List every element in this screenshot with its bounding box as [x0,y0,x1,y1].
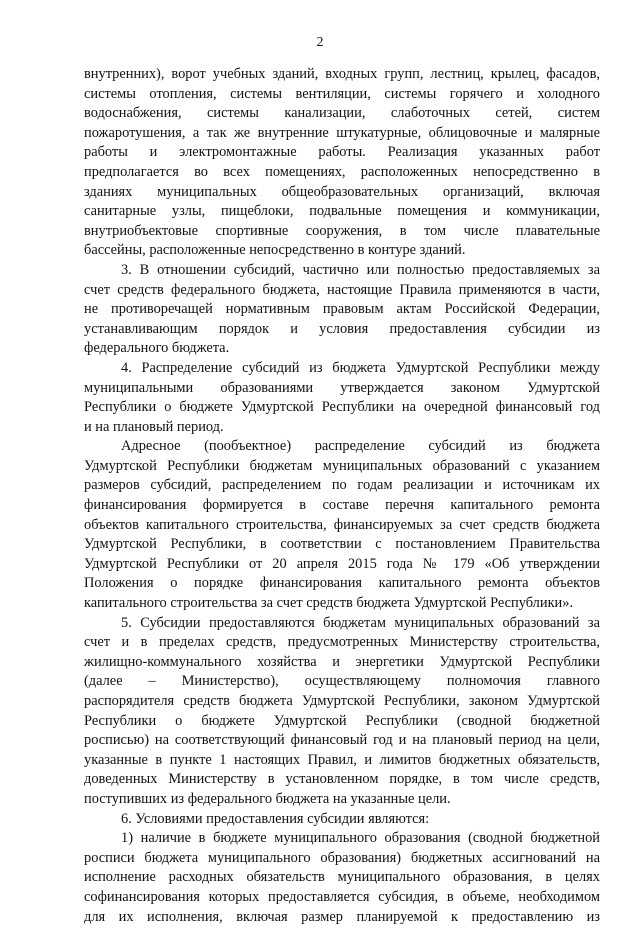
page-number: 2 [316,35,324,50]
text-line: федерального бюджета. [84,340,230,357]
text-line: работы и электромонтажные работы. Реализация указанных работ [84,144,600,161]
text-line: внутриобъектовые спортивные сооружения, в том числе плавательные [84,222,600,239]
text-line: софинансирования которых предоставляется субсидия, в объеме, необходимом [84,888,600,905]
text-line: распорядителя средств бюджета Удмуртской Республики, законом Удмуртской [84,693,600,709]
text-line: для их исполнения, включая размер планируемой к предоставлению из [84,908,600,925]
text-line: Удмуртской Республики бюджетам муниципальных образований с указанием [84,457,600,474]
text-line: капитального строительства за счет средств бюджета Удмуртской Республики». [84,595,574,612]
text-line: (далее – Министерство), осуществляющему полномочия главного [84,673,600,690]
text-line: и на плановый период. [84,418,224,435]
text-line: росписью) на соответствующий финансовый год и на плановый период на цели, [84,732,600,749]
text-line: водоснабжения, системы канализации, слаботочных сетей, систем [84,105,600,122]
text-line: Адресное (пообъектное) распределение субсидий из бюджета [121,438,600,455]
text-line: предполагается во всех помещениях, расположенных непосредственно в [84,163,600,180]
text-line: пожаротушения, а так же внутренние штукатурные, облицовочные и малярные [84,124,600,141]
text-line: внутренних), ворот учебных зданий, входных групп, лестниц, крылец, фасадов, [84,66,600,82]
text-line: 1) наличие в бюджете муниципального образования (сводной бюджетной [121,830,600,847]
text-line: муниципальными образованиями утверждается законом Удмуртской [84,379,600,396]
text-line: размеров субсидий, распределением по годам реализации и источникам их [84,477,600,494]
text-line: счет и в пределах средств, предусмотренных Министерству строительства, [84,634,600,651]
text-line: указанные в пункте 1 настоящих Правил, и лимитов бюджетных обязательств, [84,751,600,768]
text-line: доведенных Министерству в установленном порядке, в том числе средств, [84,771,600,788]
text-line: санитарные узлы, пищеблоки, подвальные помещения и коммуникации, [84,203,600,220]
text-line: Удмуртской Республики, в соответствии с постановлением Правительства [84,536,600,553]
text-line: поступивших из федерального бюджета на указанные цели. [84,790,451,807]
text-line: бассейны, расположенные непосредственно в контуре зданий. [84,242,466,259]
document-body [84,65,600,927]
text-line: 6. Условиями предоставления субсидии являются: [121,810,430,827]
text-line: не противоречащей нормативным правовым актам Российской Федерации, [84,301,600,318]
text-line: устанавливающим порядок и условия предоставления субсидии из [84,320,600,337]
text-line: объектов капитального строительства, финансируемых за счет средств бюджета [84,516,600,533]
text-line: 4. Распределение субсидий из бюджета Удмуртской Республики между [121,359,600,376]
text-line: системы отопления, системы вентиляции, системы горячего и холодного [84,85,600,102]
text-line: исполнение расходных обязательств муниципального образования, в целях [84,869,600,886]
text-line: Республики о бюджете Удмуртской Республики (сводной бюджетной [84,712,600,729]
text-line: Республики о бюджете Удмуртской Республики на очередной финансовый год [84,399,600,416]
text-line: Удмуртской Республики от 20 апреля 2015 года № 179 «Об утверждении [84,555,600,572]
text-line: 5. Субсидии предоставляются бюджетам муниципальных образований за [121,614,600,631]
text-line: счет средств федерального бюджета, настоящие Правила применяются в части, [84,281,600,298]
text-line: финансирования формируется в составе перечня капитального ремонта [84,497,600,514]
text-line: жилищно-коммунального хозяйства и энергетики Удмуртской Республики [84,653,600,670]
text-line: Положения о порядке финансирования капитального ремонта объектов [84,575,600,592]
text-line: росписи бюджета муниципального образования) бюджетных ассигнований на [84,849,600,866]
text-line: 3. В отношении субсидий, частично или полностью предоставляемых за [121,261,600,278]
text-line: зданиях муниципальных общеобразовательных организаций, включая [84,183,600,200]
